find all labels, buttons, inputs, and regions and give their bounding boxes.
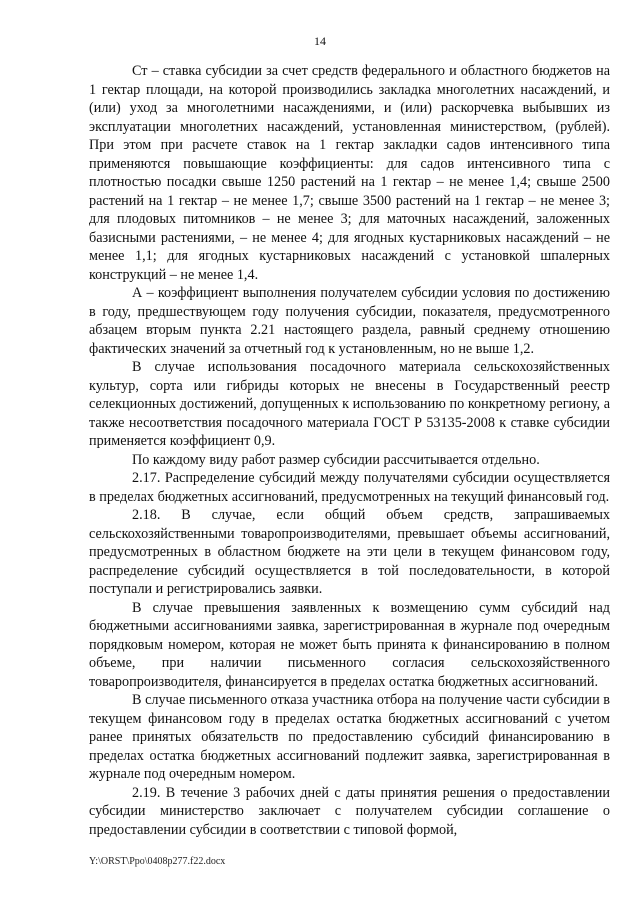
paragraph-planting-material: В случае использования посадочного материала сельскохозяйственных культур, сорта или гибриды которых не внесены в Государственный реестр селекционных достижений, допущенных к использованию по конкретному региону, а также несоответствия посадочного материала ГОСТ Р 53135-2008 к ставке субсидии применяется коэффициент 0,9. — [89, 359, 610, 449]
paragraph-separate-calculation: По каждому виду работ размер субсидии рассчитывается отдельно. — [132, 451, 540, 468]
paragraph-rate-definition: Ст – ставка субсидии за счет средств федерального и областного бюджетов на 1 гектар площади, на которой производились закладка многолетних насаждений, и (или) уход за многолетними насаждениями, и (или) раскорчевка выбывших из эксплуатации многолетних насаждений, установленная министерством, (рублей). При этом при расчете ставок на 1 гектар закладки садов интенсивного типа применяются повышающие коэффициенты: для садов интенсивного типа с плотностью посадки свыше 1250 растений на 1 гектар – не менее 1,4; свыше 2500 растений на 1 гектар – не менее 1,7; свыше 3500 растений на 1 гектар – не менее 3; для плодовых питомников – не менее 3; для маточных насаждений, заложенных базисными растениями, – не менее 4; для ягодных кустарниковых насаждений – не менее 1,1; для ягодных кустарниковых насаждений с установкой шпалерных конструкций – не менее 1,4. — [89, 63, 610, 283]
footer-file-path: Y:\ORST\Ppo\0408p277.f22.docx — [89, 856, 226, 867]
paragraph-coefficient-a: А – коэффициент выполнения получателем субсидии условия по достижению в году, предшествующем году получения субсидии, показателя, предусмотренного абзацем вторым пункта 2.21 настоящего раздела, равный среднему отношению фактических значений за отчетный год к установленным, но не выше 1,2. — [89, 285, 610, 357]
paragraph-clause-2-17: 2.17. Распределение субсидий между получателями субсидии осуществляется в пределах бюджетных ассигнований, предусмотренных на текущий финансовый год. — [89, 470, 610, 505]
paragraph-clause-2-19: 2.19. В течение 3 рабочих дней с даты принятия решения о предоставлении субсидии министерство заключает с получателем субсидии соглашение о предоставлении субсидии в соответствии с типовой формой, — [89, 784, 610, 838]
paragraph-clause-2-18: 2.18. В случае, если общий объем средств, запрашиваемых сельскохозяйственными товаропроизводителями, превышает объемы ассигнований, предусмотренных в областном бюджете на эти цели в текущем финансовом году, распределение субсидий осуществляется в той последовательности, в которой поступали и регистрировались заявки. — [89, 507, 610, 597]
page-number: 14 — [314, 34, 326, 48]
paragraph-written-refusal: В случае письменного отказа участника отбора на получение части субсидии в текущем финансовом году в пределах остатка бюджетных ассигнований с учетом ранее принятых обязательств по предоставлению субсидий финансированию в пределах остатка бюджетных ассигнований подлежит заявка, зарегистрированная в журнале под очередным номером. — [89, 692, 610, 782]
document-body — [89, 62, 610, 839]
paragraph-excess-claims: В случае превышения заявленных к возмещению сумм субсидий над бюджетными ассигнованиями заявка, зарегистрированная в журнале под очередным порядковым номером, которая не может быть принята к финансированию в полном объеме, при наличии письменного согласия сельскохозяйственного товаропроизводителя, финансируется в пределах остатка бюджетных ассигнований. — [89, 599, 610, 690]
